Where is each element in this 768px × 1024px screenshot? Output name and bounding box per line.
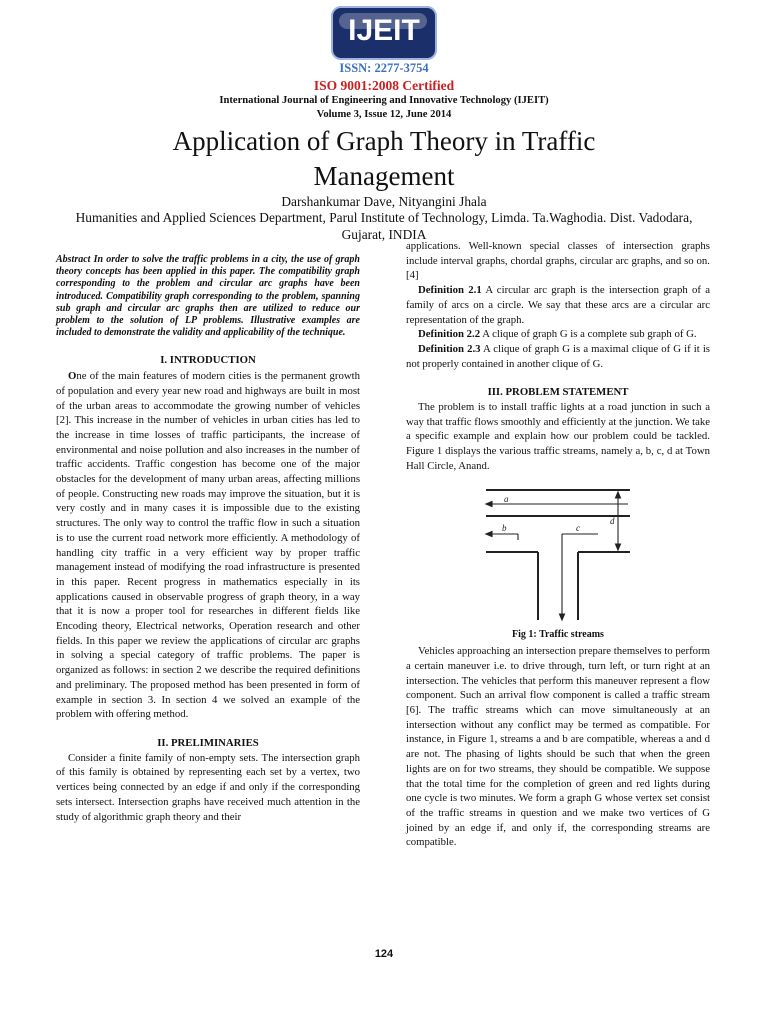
right-column xyxy=(406,239,710,850)
authors: Darshankumar Dave, Nityangini Jhala xyxy=(281,194,487,209)
label-c: c xyxy=(576,522,580,533)
section-heading-preliminaries: II. PRELIMINARIES xyxy=(157,737,259,749)
definition-text: A clique of graph G is a complete sub graph of G. xyxy=(480,328,697,341)
definition-2-2 xyxy=(406,327,710,342)
definition-label: Definition 2.1 xyxy=(418,284,482,297)
preliminaries-continued: applications. Well-known special classes of intersection graphs include interval graphs, chordal graphs, circular arc graphs, and so on.[4] xyxy=(406,240,710,282)
abstract: Abstract In order to solve the traffic problems in a city, the use of graph theory concepts has been applied in this paper. The compatibility graph corresponding to the problem and circular arc graphs have been introduced. Compatibility graph corresponding to the problem, spanning sub graph and circular arc graphs then are utilized to reduce our problem to the solution of LP problems. Illustrative examples are included to demonstrate the validity and applicability of the technique. xyxy=(56,254,360,339)
definition-label: Definition 2.3 xyxy=(418,342,481,355)
affiliation: Humanities and Applied Sciences Department, Parul Institute of Technology, Limda. Ta.Waghodia. Dist. Vadodara, Gujarat, INDIA xyxy=(75,210,693,242)
logo-text: IJEIT xyxy=(348,14,420,47)
definition-text: A circular arc graph is the intersection graph of a family of arcs on a circle. We say that these arcs are a circular arc representation of the graph. xyxy=(406,284,710,326)
section-heading-problem-statement: III. PROBLEM STATEMENT xyxy=(487,386,629,399)
label-a: a xyxy=(504,493,509,504)
drop-letter: O xyxy=(68,370,77,383)
definition-label: Definition 2.2 xyxy=(418,328,481,341)
issn: ISSN: 2277-3754 xyxy=(339,61,429,75)
problem-paragraph-1: The problem is to install traffic lights at a road junction in such a way that traffic flows smoothly and efficiently at the junction. We take a specific example and explain how our problem could be tackled. Figure 1 displays the various traffic streams, namely a, b, c, d at Town Hall Circle, Anand. xyxy=(406,401,710,472)
introduction-paragraph xyxy=(56,369,360,722)
definition-text: A clique of graph G is a maximal clique of G if it is not properly contained in another clique of G. xyxy=(406,342,710,370)
introduction-text: ne of the main features of modern cities is the permanent growth of population and every year new road and highways are built in most of the urban areas to accommodate the growing number of vehicles [2]. This increase in the number of vehicles in urban cities has led to the increase in time losses of traffic participants, the increase of environmental and noise pollution and also increases in the number of traffic accidents. Traffic congestion has become one of the major obstacles for the development of many urban areas, affecting millions of people. Constructing new roads may improve the situation, but it is very costly and in many cases it is impossible due to the existing structures. The only way to control the traffic flow in such a situation is to use the current road network more efficiently. A methodology of handling city traffic in a very efficient way by proper traffic management instead of modifying the road infrastructure is presented in this paper. Recent progress in mathematics especially in its applications caused in observable progress of graph theory, in a way that it is now a proper tool for researches in different fields like Encoding theory, Electrical networks, Operation research and other fields. In this paper we review the applications of circular arc graphs in solving a special category of traffic problems. The paper is organized as follows: in section 2 we describe the required definitions and preliminary. The proposed method has been presented in form of example in section 3. In section 4 we solved an example of the problem with offering method. xyxy=(56,370,360,721)
figure-caption: Fig 1: Traffic streams xyxy=(512,628,604,640)
traffic-streams-figure xyxy=(478,486,638,622)
section-heading-introduction: I. INTRODUCTION xyxy=(160,354,256,367)
problem-paragraph-2: Vehicles approaching an intersection prepare themselves to perform a certain maneuver i.e. to drive through, turn left, or turn right at an intersection. The vehicles that perform this maneuver represent a flow component. Such an arrival flow component is called a traffic stream [6]. The traffic streams which can move simultaneously at an intersection without any conflict may be termed as compatible. For instance, in Figure 1, streams a and b are compatible, whereas a and d are not. The phasing of lights should be such that when the green lights are on for two streams, they should be compatible. We suppose that the total time for the completion of green and red lights during one cycle is two minutes. We form a graph G whose vertex set consist of the traffic streams in question and we make two vertices of G joined by an edge if, and only if, the corresponding streams are compatible. xyxy=(406,645,710,849)
definition-2-1 xyxy=(406,283,710,327)
left-column xyxy=(56,254,360,824)
journal-name: International Journal of Engineering and Innovative Technology (IJEIT) xyxy=(219,95,549,106)
page-number: 124 xyxy=(374,948,394,960)
label-d: d xyxy=(610,515,615,526)
journal-logo xyxy=(331,6,437,60)
definition-2-3 xyxy=(406,342,710,371)
paper-title: Application of Graph Theory in Traffic Management xyxy=(172,126,596,191)
volume-info: Volume 3, Issue 12, June 2014 xyxy=(316,109,452,120)
iso-certification: ISO 9001:2008 Certified xyxy=(313,78,455,93)
label-b: b xyxy=(502,522,507,533)
preliminaries-paragraph: Consider a finite family of non-empty sets. The intersection graph of this family is obtained by representing each set by a vertex, two vertices being connected by an edge if and only if the corresponding sets intersect. Intersection graphs have received much attention in the study of algorithmic graph theory and their xyxy=(56,751,360,823)
